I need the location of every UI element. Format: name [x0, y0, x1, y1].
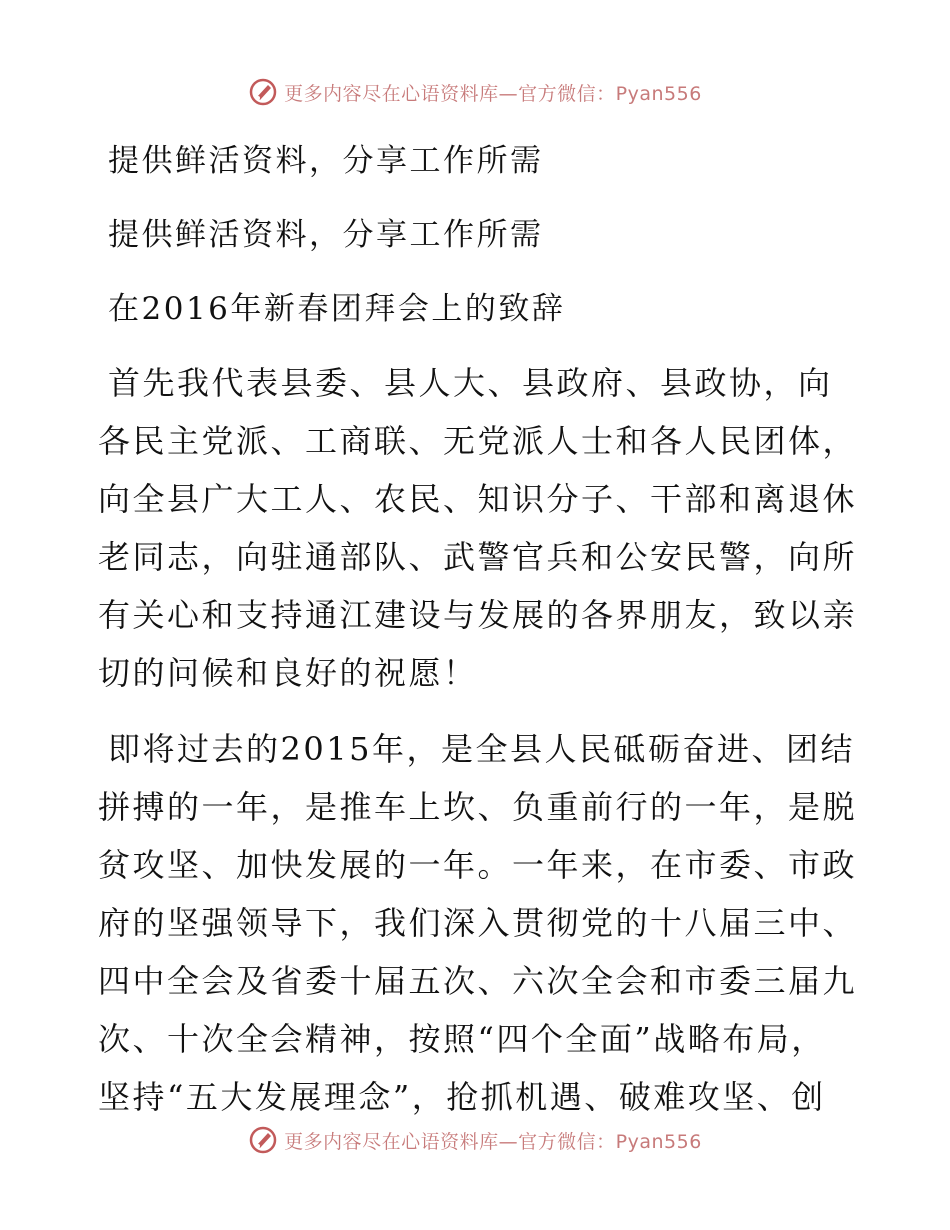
tagline: 提供鲜活资料，分享工作所需: [108, 143, 544, 179]
text-line: 切的问候和良好的祝愿！: [98, 654, 478, 692]
watermark-text: 更多内容尽在心语资料库—官方微信：Pyan556: [284, 82, 702, 105]
text-line: 各民主党派、工商联、无党派人士和各人民团体，: [98, 422, 858, 460]
logo-icon: [248, 77, 278, 107]
paragraph-greeting: [98, 354, 858, 702]
text-line: 府的坚强领导下，我们深入贯彻党的十八届三中、: [98, 904, 858, 942]
text-line: 次、十次全会精神，按照“四个全面”战略布局，: [98, 1020, 826, 1058]
watermark-text: 更多内容尽在心语资料库—官方微信：Pyan556: [284, 1130, 702, 1153]
watermark-footer: [0, 1120, 950, 1160]
text-line: 即将过去的2015年，是全县人民砥砺奋进、团结: [108, 730, 855, 768]
text-line: 拼搏的一年，是推车上坎、负重前行的一年，是脱: [98, 788, 858, 826]
text-line: 首先我代表县委、县人大、县政府、县政协，向: [108, 364, 833, 402]
tagline: 提供鲜活资料，分享工作所需: [108, 217, 544, 253]
text-line: 有关心和支持通江建设与发展的各界朋友，致以亲: [98, 596, 858, 634]
document-body: [98, 124, 858, 1144]
text-line: 老同志，向驻通部队、武警官兵和公安民警，向所: [98, 538, 858, 576]
document-title: 在2016年新春团拜会上的致辞: [108, 291, 566, 327]
paragraph-review: [98, 720, 858, 1126]
text-line: 向全县广大工人、农民、知识分子、干部和离退休: [98, 480, 858, 518]
text-line: 坚持“五大发展理念”，抢抓机遇、破难攻坚、创: [98, 1078, 826, 1116]
watermark-header: [0, 72, 950, 112]
text-line: 四中全会及省委十届五次、六次全会和市委三届九: [98, 962, 858, 1000]
text-line: 贫攻坚、加快发展的一年。一年来，在市委、市政: [98, 846, 858, 884]
logo-icon: [248, 1125, 278, 1155]
